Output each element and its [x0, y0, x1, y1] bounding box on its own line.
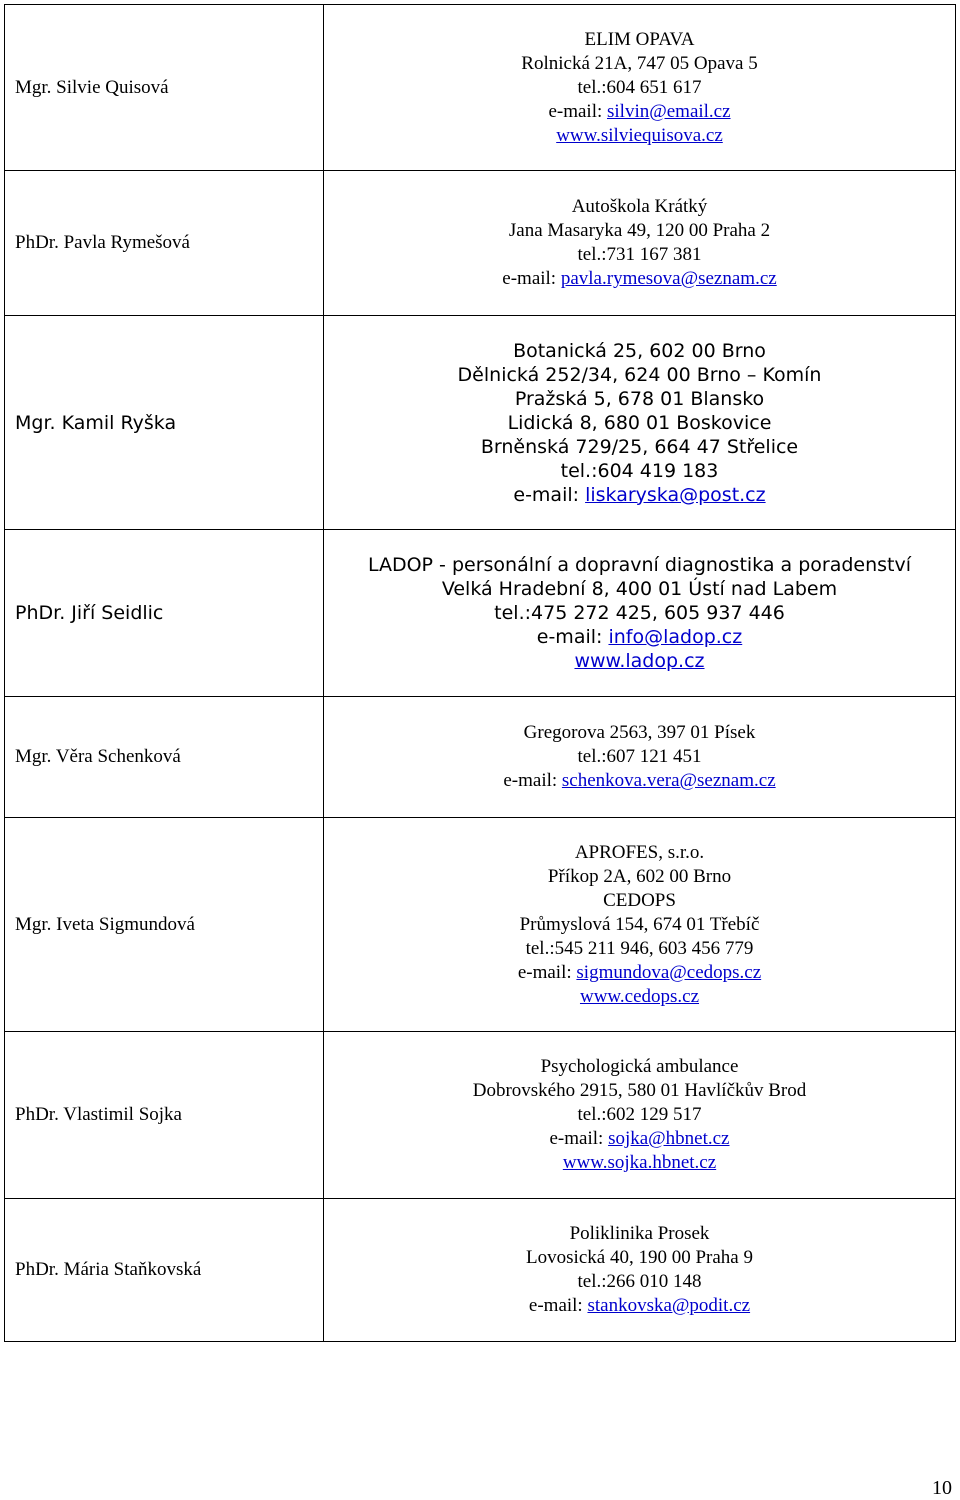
- phone-line: tel.:604 651 617: [577, 76, 702, 98]
- phone-line: tel.:266 010 148: [577, 1271, 702, 1292]
- email-label: e-mail:: [517, 961, 577, 983]
- phone-line: tel.:545 211 946, 603 456 779: [525, 937, 754, 959]
- email-label: e-mail:: [502, 268, 561, 289]
- contact-name: Mgr. Iveta Sigmundová: [5, 818, 324, 1032]
- email-line: [324, 483, 955, 507]
- page-number: 10: [932, 1477, 952, 1499]
- contact-row: [5, 530, 956, 697]
- email-label: e-mail:: [549, 1128, 609, 1149]
- contact-row: [5, 5, 956, 171]
- email-link[interactable]: liskaryska@post.cz: [585, 483, 766, 506]
- address-line: Dělnická 252/34, 624 00 Brno – Komín: [457, 363, 822, 386]
- email-line: [324, 100, 955, 124]
- web-line: [324, 1151, 955, 1175]
- website-link[interactable]: www.sojka.hbnet.cz: [562, 1152, 717, 1173]
- contact-name: PhDr. Vlastimil Sojka: [5, 1032, 324, 1199]
- contact-name: PhDr. Mária Staňkovská: [5, 1199, 324, 1342]
- email-link[interactable]: info@ladop.cz: [608, 626, 743, 648]
- contact-name: PhDr. Pavla Rymešová: [5, 171, 324, 316]
- web-line: [324, 649, 955, 673]
- contact-info: [324, 1199, 956, 1342]
- contacts-table: [4, 4, 956, 1342]
- contact-row: [5, 171, 956, 316]
- contact-row: [5, 1032, 956, 1199]
- phone-line: tel.:604 419 183: [560, 459, 719, 482]
- contact-row: [5, 697, 956, 818]
- contact-row: [5, 818, 956, 1032]
- email-link[interactable]: sojka@hbnet.cz: [608, 1128, 730, 1149]
- address-line: Lidická 8, 680 01 Boskovice: [507, 411, 772, 434]
- email-label: e-mail:: [513, 483, 586, 506]
- email-link[interactable]: stankovska@podit.cz: [587, 1295, 751, 1316]
- email-line: [324, 267, 955, 291]
- organization-name: Autoškola Krátký: [571, 196, 708, 217]
- email-link[interactable]: schenkova.vera@seznam.cz: [561, 770, 776, 791]
- phone-line: tel.:607 121 451: [577, 746, 702, 767]
- web-line: [324, 985, 955, 1009]
- email-line: [324, 769, 955, 793]
- email-label: e-mail:: [548, 100, 607, 122]
- address-line: Dobrovského 2915, 580 01 Havlíčkův Brod: [472, 1080, 807, 1101]
- website-link[interactable]: www.silviequisova.cz: [556, 124, 723, 146]
- contact-row: [5, 1199, 956, 1342]
- phone-line: tel.:475 272 425, 605 937 446: [494, 602, 785, 624]
- contact-info: [324, 5, 956, 171]
- organization-name: APROFES, s.r.o.: [574, 841, 705, 863]
- web-line: [324, 124, 955, 148]
- phone-line: tel.:731 167 381: [577, 244, 702, 265]
- organization-name: Poliklinika Prosek: [569, 1223, 710, 1244]
- address-line: Jana Masaryka 49, 120 00 Praha 2: [508, 220, 771, 241]
- contact-info: [324, 1032, 956, 1199]
- address-line: Rolnická 21A, 747 05 Opava 5: [521, 52, 758, 74]
- email-line: [324, 1294, 955, 1318]
- email-line: [324, 1127, 955, 1151]
- address-line: Botanická 25, 602 00 Brno: [513, 339, 766, 362]
- address-line: Gregorova 2563, 397 01 Písek: [523, 722, 756, 743]
- organization-name: Psychologická ambulance: [540, 1056, 739, 1077]
- phone-line: tel.:602 129 517: [577, 1104, 702, 1125]
- contact-info: [324, 530, 956, 697]
- email-line: [324, 961, 955, 985]
- address-line: Příkop 2A, 602 00 Brno: [547, 865, 732, 887]
- address-line: Brněnská 729/25, 664 47 Střelice: [480, 435, 799, 458]
- website-link[interactable]: www.ladop.cz: [574, 650, 705, 672]
- contact-info: [324, 697, 956, 818]
- address-line: Lovosická 40, 190 00 Praha 9: [526, 1247, 753, 1268]
- contact-name: PhDr. Jiří Seidlic: [5, 530, 324, 697]
- contact-name: Mgr. Kamil Ryška: [5, 316, 324, 530]
- email-label: e-mail:: [528, 1295, 588, 1316]
- website-link[interactable]: www.cedops.cz: [579, 985, 700, 1007]
- email-link[interactable]: silvin@email.cz: [607, 100, 731, 122]
- organization-name: ELIM OPAVA: [584, 28, 695, 50]
- address-line: Velká Hradební 8, 400 01 Ústí nad Labem: [441, 578, 838, 600]
- address-line: Pražská 5, 678 01 Blansko: [514, 387, 765, 410]
- address-line: Průmyslová 154, 674 01 Třebíč: [519, 913, 760, 935]
- organization-name: CEDOPS: [603, 889, 676, 911]
- email-label: e-mail:: [536, 626, 609, 648]
- organization-name: LADOP - personální a dopravní diagnostika a poradenství: [367, 554, 912, 576]
- contact-row: [5, 316, 956, 530]
- email-link[interactable]: sigmundova@cedops.cz: [576, 961, 762, 983]
- contact-info: [324, 316, 956, 530]
- email-line: [324, 625, 955, 649]
- contact-info: [324, 171, 956, 316]
- contact-name: Mgr. Věra Schenková: [5, 697, 324, 818]
- email-label: e-mail:: [503, 770, 562, 791]
- contact-info: [324, 818, 956, 1032]
- email-link[interactable]: pavla.rymesova@seznam.cz: [560, 268, 777, 289]
- contact-name: Mgr. Silvie Quisová: [5, 5, 324, 171]
